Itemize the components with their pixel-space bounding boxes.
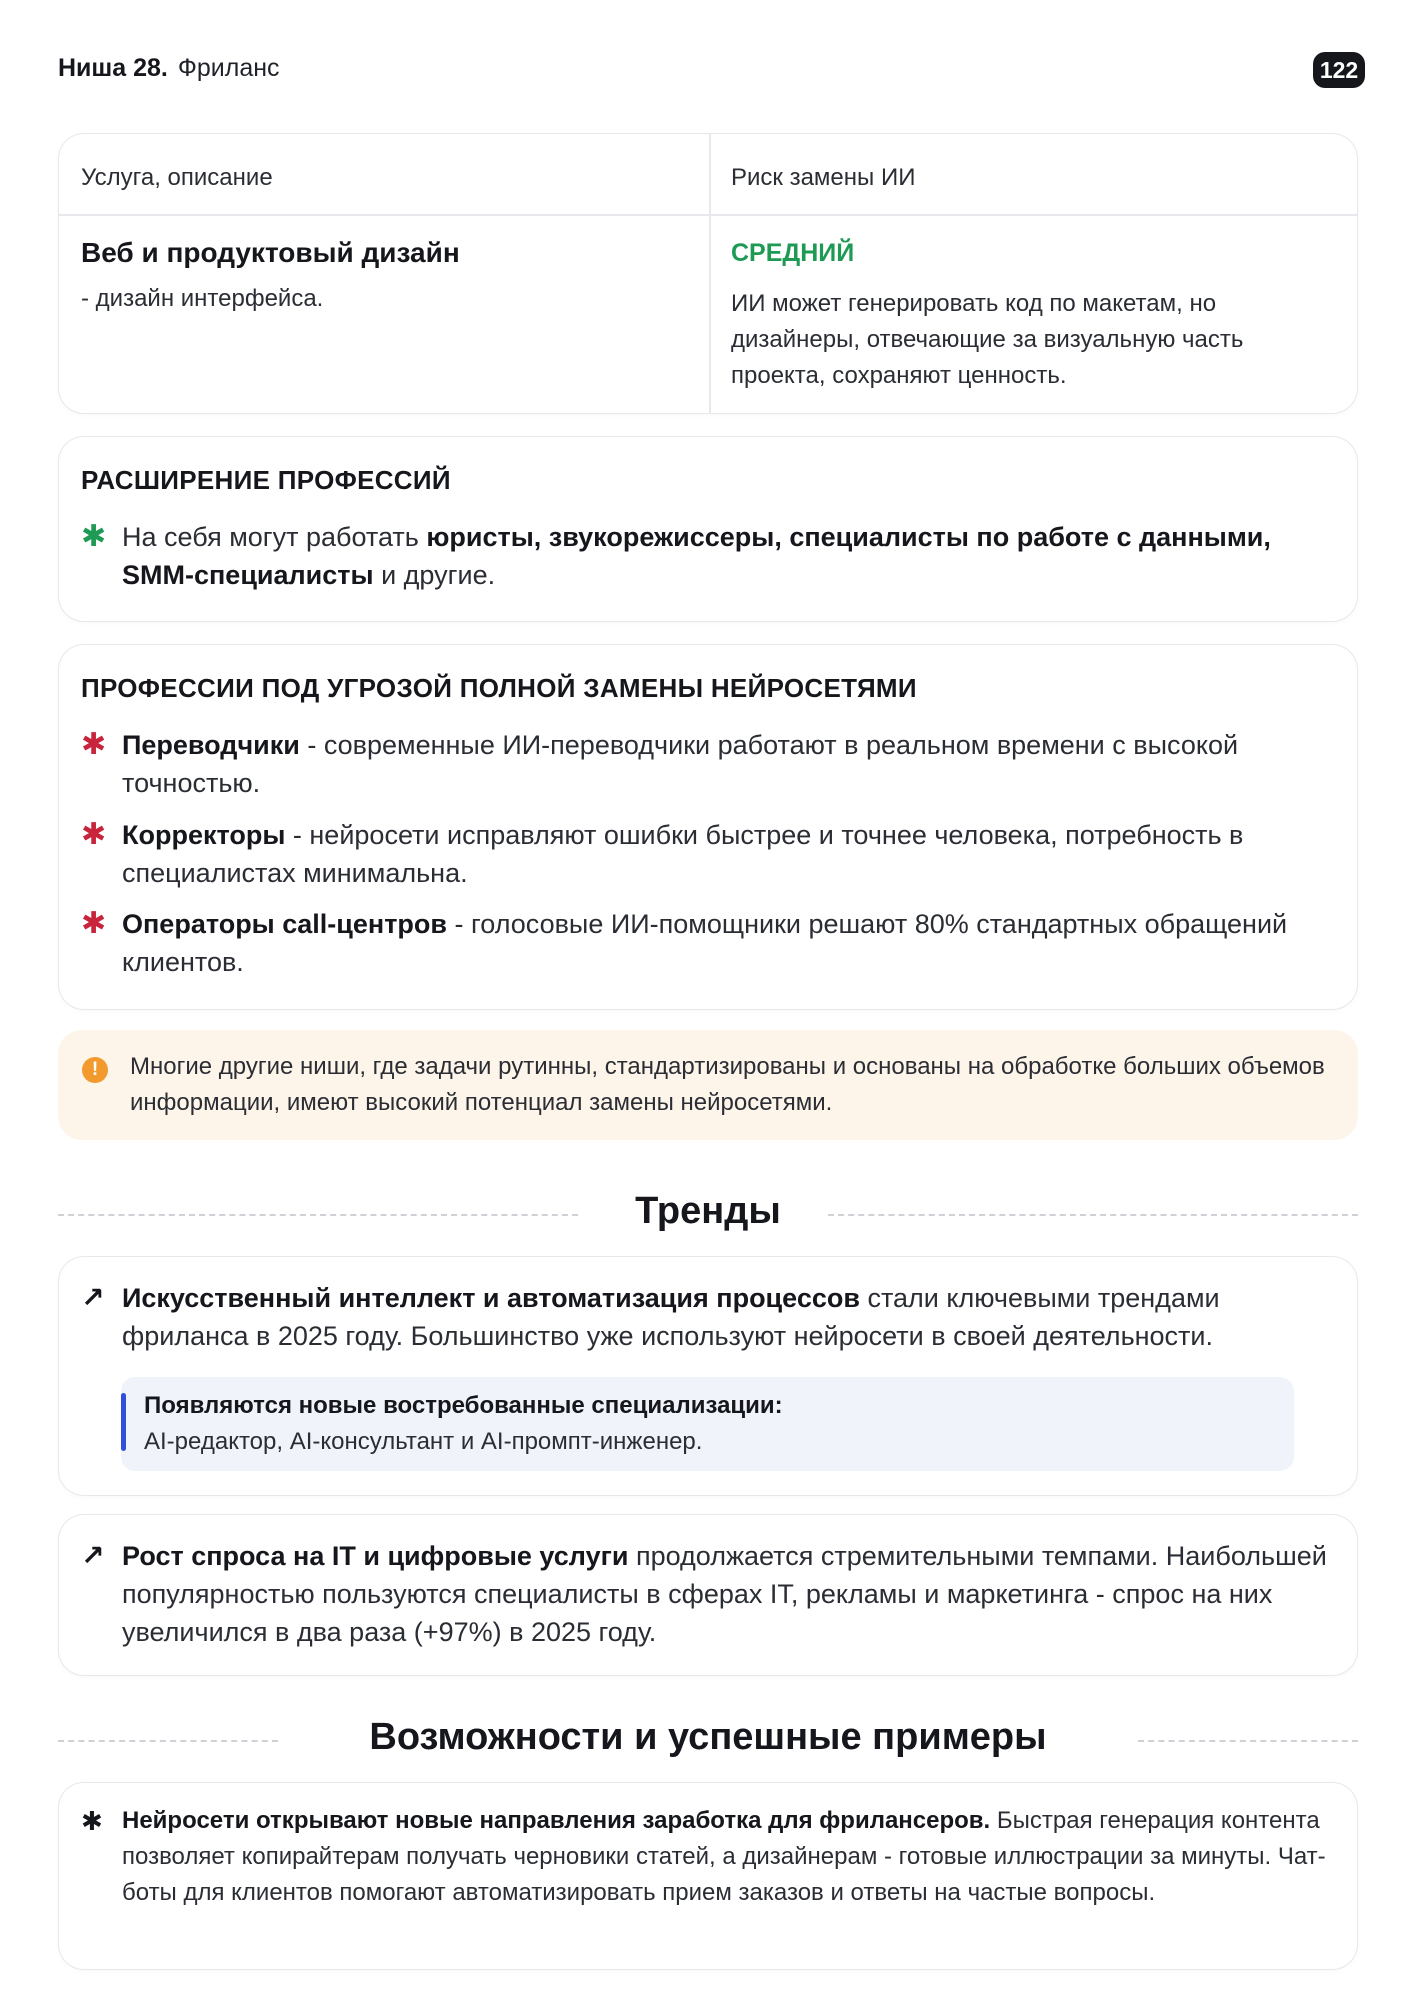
niche-label: Ниша 28. (58, 54, 168, 82)
niche-title: Фриланс (177, 54, 280, 82)
arrow-up-right-icon: ↗ (81, 1282, 105, 1313)
risk-description: ИИ может генерировать код по макетам, но дизайнеры, отвечающие за визуальную часть проекта, сохраняют ценность. (731, 290, 1244, 389)
column-header-risk: Риск замены ИИ (731, 164, 916, 191)
threat-title: ПРОФЕССИИ ПОД УГРОЗОЙ ПОЛНОЙ ЗАМЕНЫ НЕЙРОСЕТЯМИ (81, 673, 917, 703)
red-asterisk-icon: ✱ (81, 818, 107, 851)
column-header-service: Услуга, описание (81, 164, 273, 191)
green-asterisk-icon: ✱ (81, 520, 107, 553)
section-divider-opportunities (58, 1716, 1358, 1766)
red-asterisk-icon: ✱ (81, 728, 107, 761)
trend-item: ↗ Рост спроса на IT и цифровые услуги продолжается стремительными темпами. Наибольшей популярностью пользуются специалисты в сферах IT, рекламы и маркетинга - спрос на них увеличился в два раза (+97%) в 2025 году. (81, 1537, 1327, 1651)
callout-title: Появляются новые востребованные специализации: (144, 1392, 783, 1419)
expansion-title: РАСШИРЕНИЕ ПРОФЕССИЙ (81, 465, 451, 495)
page-number-badge: 122 (1313, 52, 1365, 88)
table-column-divider (709, 134, 711, 413)
warning-note (58, 1030, 1358, 1140)
threat-item: ✱ Корректоры - нейросети исправляют ошибки быстрее и точнее человека, потребность в специалистах минимальна. (81, 816, 1327, 892)
expansion-text: На себя могут работать юристы, звукорежиссеры, специалисты по работе с данными, SMM-специалисты и другие. (122, 522, 1271, 590)
exclamation-circle-icon: ! (82, 1057, 108, 1083)
opportunities-heading: Возможности и успешные примеры (369, 1716, 1047, 1758)
threat-item: ✱ Операторы call-центров - голосовые ИИ-помощники решают 80% стандартных обращений клиентов. (81, 905, 1327, 981)
callout-accent-bar (121, 1393, 126, 1451)
service-description: - дизайн интерфейса. (81, 285, 324, 312)
trend-card (58, 1256, 1358, 1496)
arrow-up-right-icon: ↗ (81, 1540, 105, 1571)
trend-card (58, 1514, 1358, 1676)
risk-level-badge: СРЕДНИЙ (731, 239, 855, 267)
opportunity-item: ✱ Нейросети открывают новые направления заработка для фрилансеров. Быстрая генерация контента позволяет копирайтерам получать черновики статей, а дизайнерам - готовые иллюстрации за минуты. Чат-боты для клиентов помогают автоматизировать прием заказов и ответы на частые вопросы. (81, 1803, 1327, 1911)
opportunities-card (58, 1782, 1358, 1970)
page-header (58, 54, 280, 83)
table-header-divider (59, 214, 1357, 216)
asterisk-icon: ✱ (81, 1806, 103, 1836)
trends-heading: Тренды (635, 1190, 781, 1232)
threat-card (58, 644, 1358, 1010)
threat-item: ✱ Переводчики - современные ИИ-переводчики работают в реальном времени с высокой точностью. (81, 726, 1327, 802)
red-asterisk-icon: ✱ (81, 907, 107, 940)
expansion-card (58, 436, 1358, 622)
risk-table (58, 133, 1358, 414)
callout-text: AI-редактор, AI-консультант и AI-промпт-инженер. (144, 1428, 703, 1455)
warning-note-text: Многие другие ниши, где задачи рутинны, стандартизированы и основаны на обработке больших объемов информации, имеют высокий потенциал замены нейросетями. (130, 1053, 1325, 1116)
expansion-item (81, 518, 1327, 594)
service-title: Веб и продуктовый дизайн (81, 237, 460, 268)
specializations-callout (121, 1377, 1294, 1471)
section-divider-trends (58, 1190, 1358, 1240)
trend-item: ↗ Искусственный интеллект и автоматизация процессов стали ключевыми трендами фриланса в 2025 году. Большинство уже используют нейросети в своей деятельности. (81, 1279, 1327, 1355)
